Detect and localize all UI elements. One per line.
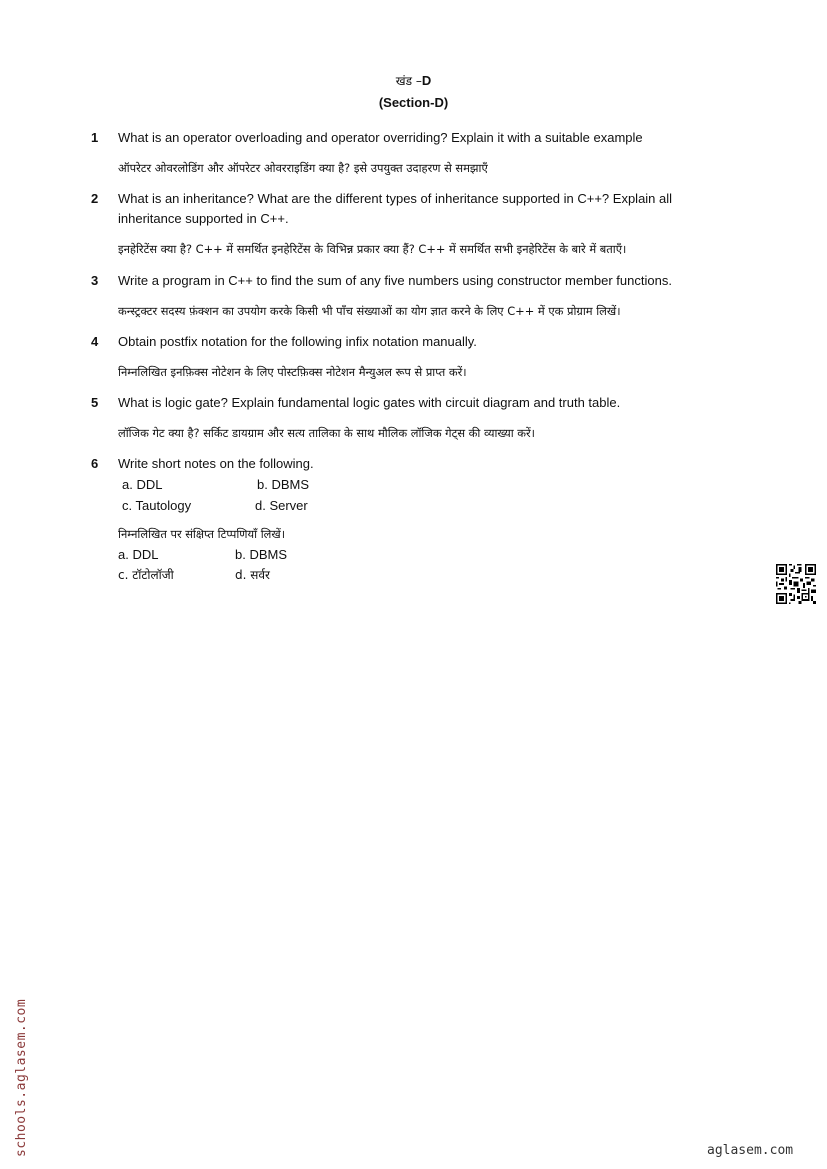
- option-c-hi: c. टॉटोलॉजी: [118, 568, 174, 582]
- question-body: [118, 271, 748, 321]
- question-text-hi: ऑपरेटर ओवरलोडिंग और ऑपरेटर ओवरराइडिंग क्या है? इसे उपयुक्त उदाहरण से समझाएँ: [118, 161, 488, 175]
- question-text-en: Obtain postfix notation for the following infix notation manually.: [118, 334, 477, 349]
- question-text-en: Write short notes on the following.: [118, 456, 314, 471]
- question-number: 4: [91, 334, 99, 349]
- options-row-hi: [118, 544, 748, 565]
- section-hindi-prefix: खंड –: [395, 74, 422, 88]
- options-row-en: [118, 474, 748, 495]
- question-text-hi: निम्नलिखित पर संक्षिप्त टिप्पणियाँ लिखें।: [118, 527, 286, 541]
- option-a-hi: a. DDL: [118, 547, 159, 562]
- question-body: [118, 128, 748, 178]
- question-body: [118, 393, 748, 443]
- qr-code-icon: [776, 564, 816, 604]
- section-letter: D: [421, 73, 432, 88]
- question-body: [118, 454, 748, 586]
- question-number: 2: [91, 191, 99, 206]
- option-c-en: c. Tautology: [122, 498, 192, 513]
- options-row-hi: [118, 565, 748, 586]
- question-number: 6: [91, 456, 99, 471]
- question-number: 1: [91, 130, 99, 145]
- question-body: [118, 189, 748, 259]
- question-text-hi: निम्नलिखित इनफ़िक्स नोटेशन के लिए पोस्टफ़िक्स नोटेशन मैन्युअल रूप से प्राप्त करें।: [118, 365, 467, 379]
- question-text-hi: कन्स्ट्रक्टर सदस्य फ़ंक्शन का उपयोग करके किसी भी पाँच संख्याओं का योग ज्ञात करने के लिए C++ में एक प्रोग्राम लिखें।: [118, 304, 621, 318]
- question-number: 5: [91, 395, 99, 410]
- question-number: 3: [91, 273, 99, 288]
- question-text-en: What is logic gate? Explain fundamental logic gates with circuit diagram and truth table.: [118, 395, 621, 410]
- options-row-en: [118, 495, 748, 516]
- question-text-en: inheritance supported in C++.: [118, 211, 289, 226]
- question-text-en: What is an inheritance? What are the different types of inheritance supported in C++? Explain all: [118, 191, 673, 206]
- option-a-en: a. DDL: [122, 477, 163, 492]
- section-heading-hindi: [0, 72, 827, 89]
- section-heading-english: (Section-D): [378, 95, 449, 110]
- option-b-en: b. DBMS: [257, 477, 310, 492]
- question-text-hi: लॉजिक गेट क्या है? सर्किट डायग्राम और सत्य तालिका के साथ मौलिक लॉजिक गेट्स की व्याख्या करें।: [118, 426, 535, 440]
- footer-watermark: aglasem.com: [707, 1143, 794, 1158]
- option-d-hi: d. सर्वर: [235, 568, 270, 582]
- side-watermark: schools.aglasem.com: [14, 998, 29, 1157]
- option-d-en: d. Server: [255, 498, 308, 513]
- option-b-hi: b. DBMS: [235, 547, 288, 562]
- question-text-en: What is an operator overloading and operator overriding? Explain it with a suitable example: [118, 130, 643, 145]
- question-text-en: Write a program in C++ to find the sum of any five numbers using constructor member functions.: [118, 273, 672, 288]
- question-body: [118, 332, 748, 382]
- question-text-hi: इनहेरिटेंस क्या है? C++ में समर्थित इनहेरिटेंस के विभिन्न प्रकार क्या हैं? C++ में समर्थित सभी इनहेरिटेंस के बारे में बताएँ।: [118, 242, 627, 256]
